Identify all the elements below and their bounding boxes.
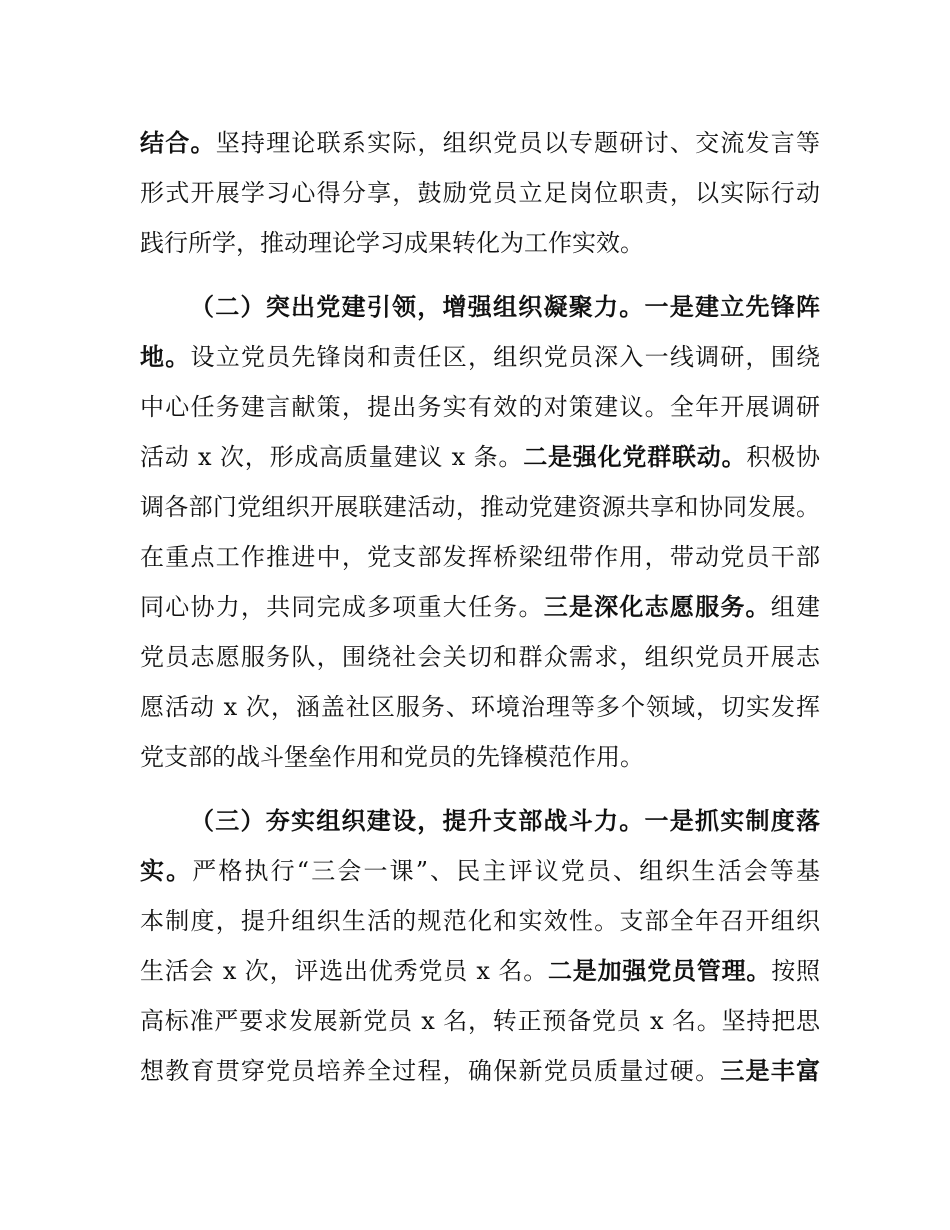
text-line: 同心协力，共同完成多项重大任务。三是深化志愿服务。组建 bbox=[140, 593, 821, 621]
text-line: 活动 x 次，形成高质量建议 x 条。二是强化党群联动。积极协 bbox=[140, 443, 821, 471]
text-line: 党支部的战斗堡垒作用和党员的先锋模范作用。 bbox=[140, 743, 644, 771]
text-line: 党员志愿服务队，围绕社会关切和群众需求，组织党员开展志 bbox=[140, 643, 820, 671]
text-line: 调各部门党组织开展联建活动，推动党建资源共享和协同发展。 bbox=[140, 493, 820, 521]
text-line: 高标准严要求发展新党员 x 名，转正预备党员 x 名。坚持把思 bbox=[140, 1007, 820, 1035]
text-line: 在重点工作推进中，党支部发挥桥梁纽带作用，带动党员干部 bbox=[140, 543, 820, 571]
text-line: 地。设立党员先锋岗和责任区，组织党员深入一线调研，围绕 bbox=[140, 343, 821, 371]
text-line: 中心任务建言献策，提出务实有效的对策建议。全年开展调研 bbox=[140, 393, 820, 421]
text-line: 生活会 x 次，评选出优秀党员 x 名。二是加强党员管理。按照 bbox=[140, 957, 821, 985]
text-line: 践行所学，推动理论学习成果转化为工作实效。 bbox=[140, 229, 644, 257]
text-line: 实。严格执行“三会一课”、民主评议党员、组织生活会等基 bbox=[140, 857, 820, 885]
text-line: 想教育贯穿党员培养全过程，确保新党员质量过硬。三是丰富 bbox=[140, 1057, 821, 1085]
text-line: 形式开展学习心得分享，鼓励党员立足岗位职责，以实际行动 bbox=[140, 179, 820, 207]
text-line: 本制度，提升组织生活的规范化和实效性。支部全年召开组织 bbox=[140, 907, 820, 935]
text-line: （三）夯实组织建设，提升支部战斗力。一是抓实制度落 bbox=[190, 807, 820, 835]
text-line: 结合。坚持理论联系实际，组织党员以专题研讨、交流发言等 bbox=[140, 129, 821, 157]
text-line: 愿活动 x 次，涵盖社区服务、环境治理等多个领域，切实发挥 bbox=[140, 693, 820, 721]
text-line: （二）突出党建引领，增强组织凝聚力。一是建立先锋阵 bbox=[190, 293, 820, 321]
